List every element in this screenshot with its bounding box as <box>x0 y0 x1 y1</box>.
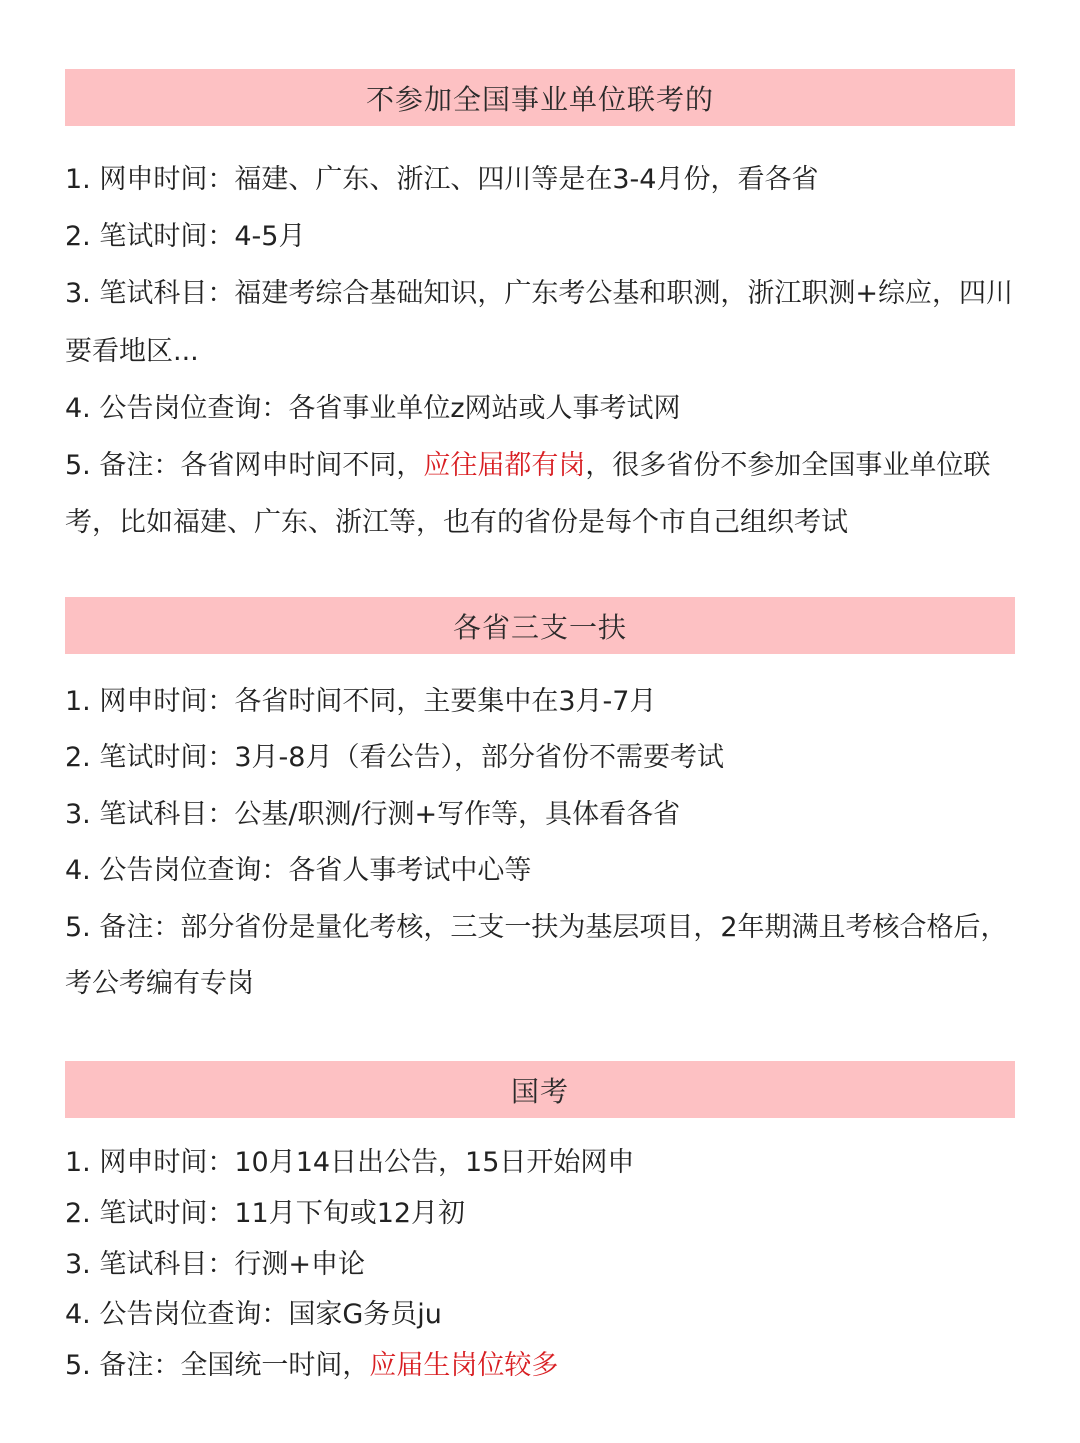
section-title: 不参加全国事业单位联考的 <box>365 82 714 116</box>
info-item-notice-query: 4. 公告岗位查询：各省事业单位z网站或人事考试网 <box>65 392 681 424</box>
info-list <box>65 1138 1015 1392</box>
remarks-highlight: 应届生岗位较多 <box>369 1350 559 1382</box>
info-item-remarks <box>65 1341 1015 1392</box>
section-non-joint-exam <box>65 69 1015 551</box>
info-item-exam-subjects: 3. 笔试科目：福建考综合基础知识，广东考公基和职测，浙江职测+综应，四川要看地区... <box>65 278 1013 367</box>
info-item-notice-query: 4. 公告岗位查询：各省人事考试中心等 <box>65 855 532 887</box>
section-title: 国考 <box>510 1074 569 1108</box>
info-item-apply-time: 1. 网申时间：福建、广东、浙江、四川等是在3-4月份，看各省 <box>65 164 819 195</box>
section-title-banner <box>65 597 1015 654</box>
remarks-text-post: ，很多省份不参加全国事业单位联考，比如福建、广东、浙江等，也有的省份是每个市自己组织考试 <box>65 450 991 539</box>
remarks-text-pre: 5. 备注：各省网申时间不同， <box>65 450 424 482</box>
info-item-exam-subjects: 3. 笔试科目：行测+申论 <box>65 1248 365 1280</box>
info-item-notice-query: 4. 公告岗位查询：国家G务员ju <box>65 1299 442 1331</box>
info-item-remarks <box>65 437 1015 551</box>
info-item-exam-time: 2. 笔试时间：3月-8月（看公告），部分省份不需要考试 <box>65 742 724 774</box>
info-item-exam-time: 2. 笔试时间：4-5月 <box>65 221 306 253</box>
section-national-exam <box>65 1061 1015 1392</box>
remarks-text-pre: 5. 备注：全国统一时间， <box>65 1350 370 1382</box>
info-item-apply-time: 1. 网申时间：10月14日出公告，15日开始网申 <box>65 1147 635 1178</box>
info-item-exam-time: 2. 笔试时间：11月下旬或12月初 <box>65 1197 466 1229</box>
info-item-exam-subjects: 3. 笔试科目：公基/职测/行测+写作等，具体看各省 <box>65 798 681 830</box>
info-list <box>65 151 1015 551</box>
section-title: 各省三支一扶 <box>452 610 627 644</box>
section-title-banner <box>65 1061 1015 1118</box>
section-three-supports <box>65 597 1015 1012</box>
info-item-apply-time: 1. 网申时间：各省时间不同，主要集中在3月-7月 <box>65 686 657 717</box>
info-list <box>65 674 1015 1012</box>
remarks-highlight: 应往届都有岗 <box>423 450 586 482</box>
info-item-remarks: 5. 备注：部分省份是量化考核，三支一扶为基层项目，2年期满且考核合格后，考公考编有专岗 <box>65 911 1008 1000</box>
section-title-banner <box>65 69 1015 126</box>
